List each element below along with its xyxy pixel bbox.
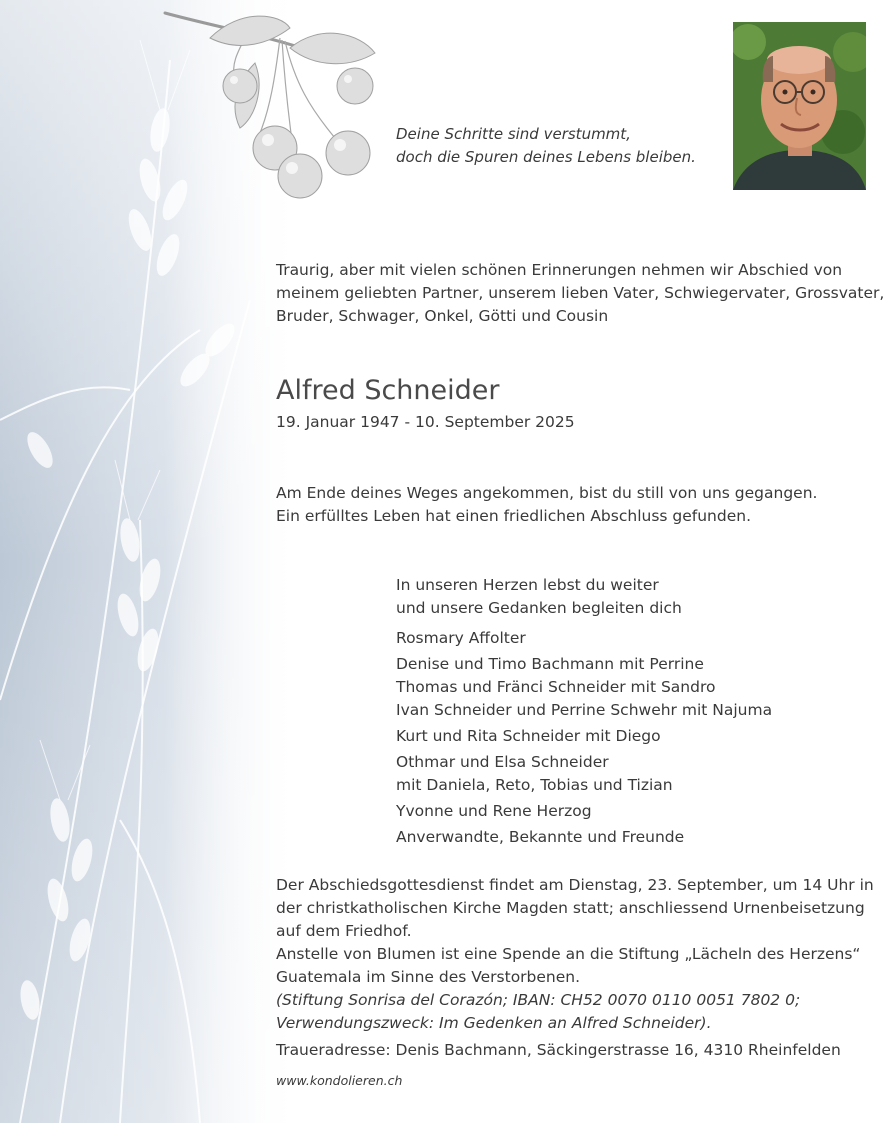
mourner-entry: Thomas und Fränci Schneider mit Sandro <box>396 678 716 696</box>
heart-verse-line: und unsere Gedanken begleiten dich <box>396 599 682 617</box>
service-info <box>276 874 876 1062</box>
motto-line: Deine Schritte sind verstummt, <box>396 125 631 143</box>
service-line: der christkatholischen Kirche Magden statt; anschliessend Urnenbeisetzung <box>276 899 865 917</box>
mourner-entry: mit Daniela, Reto, Tobias und Tizian <box>396 776 673 794</box>
website-link[interactable]: www.kondolieren.ch <box>276 1073 403 1088</box>
life-dates: 19. Januar 1947 - 10. September 2025 <box>276 413 575 431</box>
mourner-entry: Yvonne und Rene Herzog <box>396 802 592 820</box>
intro-line: Bruder, Schwager, Onkel, Götti und Cousin <box>276 307 609 325</box>
verse-paragraph <box>276 482 876 528</box>
service-line: Der Abschiedsgottesdienst findet am Dienstag, 23. September, um 14 Uhr in <box>276 876 874 894</box>
verse-line: Am Ende deines Weges angekommen, bist du still von uns gegangen. <box>276 484 818 502</box>
mourner-entry: Othmar und Elsa Schneider <box>396 753 609 771</box>
mourners-list <box>396 574 876 849</box>
verse-line: Ein erfülltes Leben hat einen friedlichen Abschluss gefunden. <box>276 507 752 525</box>
donation-bank-line: (Stiftung Sonrisa del Corazón; IBAN: CH52 0070 0110 0051 7802 0; <box>276 991 801 1009</box>
mourner-entry: Anverwandte, Bekannte und Freunde <box>396 828 685 846</box>
donation-line: Guatemala im Sinne des Verstorbenen. <box>276 968 581 986</box>
service-line: auf dem Friedhof. <box>276 922 412 940</box>
donation-line: Anstelle von Blumen ist eine Spende an die Stiftung „Lächeln des Herzens“ <box>276 945 861 963</box>
mourner-entry: Denise und Timo Bachmann mit Perrine <box>396 655 704 673</box>
heart-verse-line: In unseren Herzen lebst du weiter <box>396 576 659 594</box>
motto-line: doch die Spuren deines Lebens bleiben. <box>396 148 696 166</box>
intro-paragraph <box>276 259 885 328</box>
mourner-entry: Ivan Schneider und Perrine Schwehr mit Najuma <box>396 701 773 719</box>
donation-purpose-line: Verwendungszweck: Im Gedenken an Alfred Schneider). <box>276 1014 712 1032</box>
portrait-photo <box>733 22 866 190</box>
deceased-name: Alfred Schneider <box>276 375 500 406</box>
mourner-entry: Rosmary Affolter <box>396 629 526 647</box>
cherries-illustration <box>160 8 400 208</box>
intro-line: meinem geliebten Partner, unserem lieben Vater, Schwiegervater, Grossvater, <box>276 284 885 302</box>
mourner-entry: Kurt und Rita Schneider mit Diego <box>396 727 661 745</box>
motto-quote <box>396 123 726 169</box>
intro-line: Traurig, aber mit vielen schönen Erinnerungen nehmen wir Abschied von <box>276 261 843 279</box>
mourning-address: Traueradresse: Denis Bachmann, Säckingerstrasse 16, 4310 Rheinfelden <box>276 1041 841 1059</box>
